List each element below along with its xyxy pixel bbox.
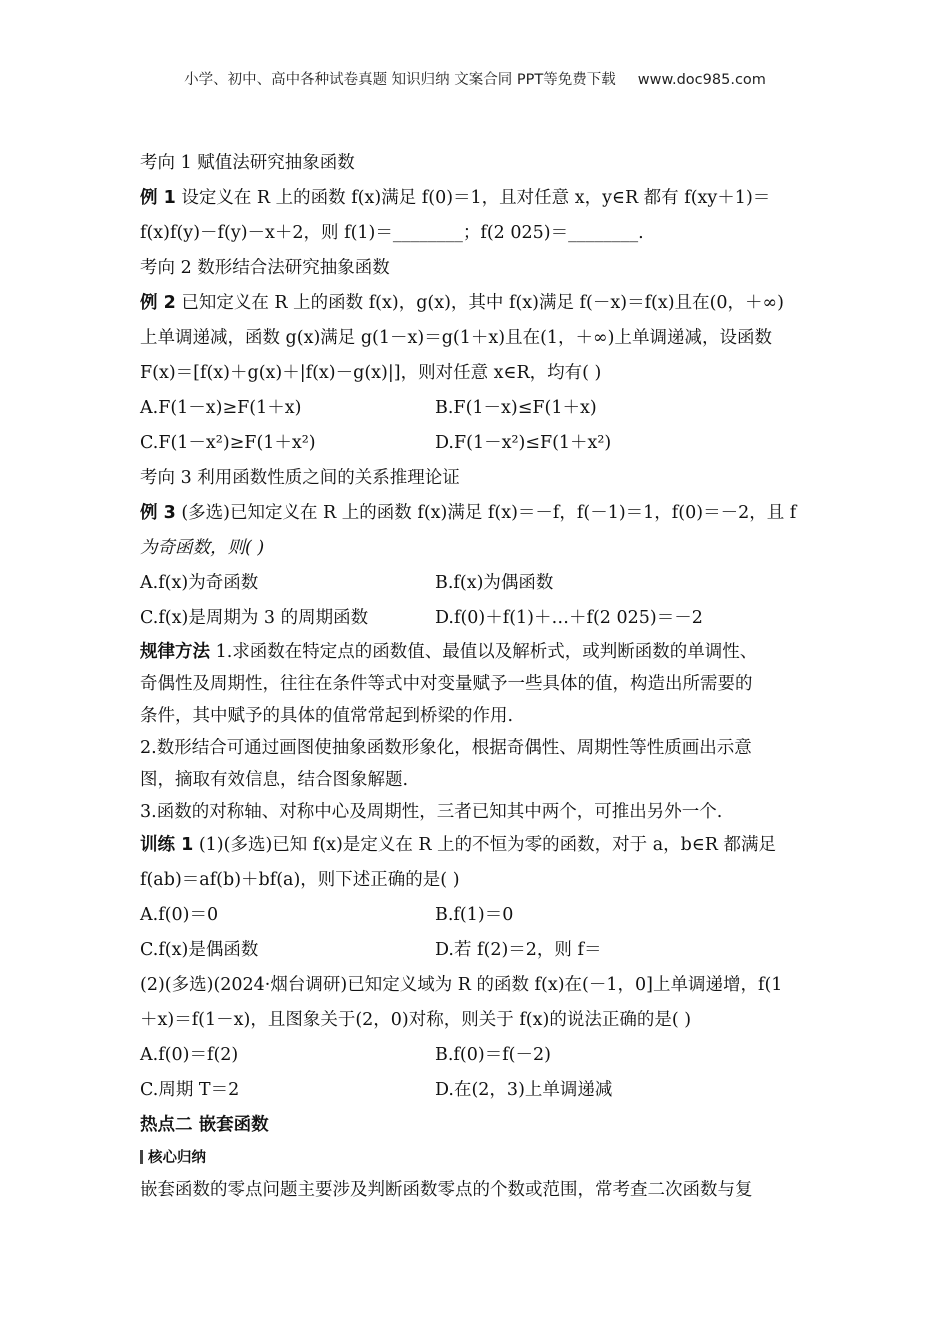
training-2-line-2: ＋x)＝f(1－x)，且图象关于(2，0)对称，则关于 f(x)的说法正确的是( ) (140, 1010, 692, 1030)
training-2-options-ab: A.f(0)＝f(2) B.f(0)＝f(－2) (140, 1045, 551, 1065)
training-1-line-2: f(ab)＝af(b)＋bf(a)，则下述正确的是( ) (140, 870, 460, 890)
example-2-options-ab: A.F(1－x)≥F(1＋x) B.F(1－x)≤F(1＋x) (140, 398, 597, 418)
example-2-line-1: 例 2 已知定义在 R 上的函数 f(x)，g(x)，其中 f(x)满足 f(－x)＝f(x)且在(0，＋∞) (140, 293, 784, 313)
training-1-options-ab: A.f(0)＝0 B.f(1)＝0 (140, 905, 514, 925)
example-2-options-cd: C.F(1－x²)≥F(1＋x²) D.F(1－x²)≤F(1＋x²) (140, 433, 612, 453)
example-2-line-2: 上单调递减，函数 g(x)满足 g(1－x)＝g(1＋x)且在(1，＋∞)上单调递减，设函数 (140, 328, 772, 348)
training-1-options-cd: C.f(x)是偶函数 D.若 f(2)＝2，则 f＝ (140, 940, 602, 960)
method-line-6: 3.函数的对称轴、对称中心及周期性，三者已知其中两个，可推出另外一个. (140, 802, 723, 822)
example-1-line-1: 例 1 设定义在 R 上的函数 f(x)满足 f(0)＝1，且对任意 x，y∈R 都有 f(xy＋1)＝ (140, 188, 771, 208)
nested-function-paragraph: 嵌套函数的零点问题主要涉及判断函数零点的个数或范围，常考查二次函数与复 (140, 1180, 753, 1200)
section-title-1: 考向 1 赋值法研究抽象函数 (140, 153, 355, 173)
section-marker-bar (140, 1150, 143, 1164)
method-line-5: 图，摘取有效信息，结合图象解题. (140, 770, 409, 790)
header-text: 小学、初中、高中各种试卷真题 知识归纳 文案合同 PPT等免费下载 (184, 72, 616, 88)
document-body (140, 146, 820, 1208)
section-title-3: 考向 3 利用函数性质之间的关系推理论证 (140, 468, 460, 488)
method-line-1: 规律方法 1.求函数在特定点的函数值、最值以及解析式，或判断函数的单调性、 (140, 642, 758, 662)
page-header (0, 68, 950, 89)
training-2-options-cd: C.周期 T＝2 D.在(2，3)上单调递减 (140, 1080, 613, 1100)
core-summary-label: 核心归纳 (140, 1143, 820, 1173)
example-2-line-3: F(x)＝[f(x)＋g(x)＋|f(x)－g(x)|]，则对任意 x∈R，均有( ) (140, 363, 602, 383)
method-line-4: 2.数形结合可通过画图使抽象函数形象化，根据奇偶性、周期性等性质画出示意 (140, 738, 752, 758)
method-line-3: 条件，其中赋予的具体的值常常起到桥梁的作用. (140, 706, 514, 726)
example-3-line-2: 为奇函数，则( ) (140, 538, 265, 558)
example-3-options-ab: A.f(x)为奇函数 B.f(x)为偶函数 (140, 573, 554, 593)
training-1-line-1: 训练 1 (1)(多选)已知 f(x)是定义在 R 上的不恒为零的函数，对于 a，b∈R 都满足 (140, 835, 777, 855)
header-site: www.doc985.com (637, 72, 766, 88)
hotspot-heading: 热点二 嵌套函数 (140, 1115, 269, 1135)
section-title-2: 考向 2 数形结合法研究抽象函数 (140, 258, 390, 278)
example-3-line-1: 例 3 (多选)已知定义在 R 上的函数 f(x)满足 f(x)＝－f，f(－1)＝1，f(0)＝－2，且 f (140, 503, 797, 523)
example-3-options-cd: C.f(x)是周期为 3 的周期函数 D.f(0)＋f(1)＋…＋f(2 025)＝－2 (140, 608, 703, 628)
example-1-line-2: f(x)f(y)－f(y)－x＋2，则 f(1)＝________；f(2 025)＝________. (140, 223, 644, 243)
method-line-2: 奇偶性及周期性，往往在条件等式中对变量赋予一些具体的值，构造出所需要的 (140, 674, 753, 694)
training-2-line-1: (2)(多选)(2024·烟台调研)已知定义域为 R 的函数 f(x)在(－1，0]上单调递增，f(1 (140, 975, 783, 995)
